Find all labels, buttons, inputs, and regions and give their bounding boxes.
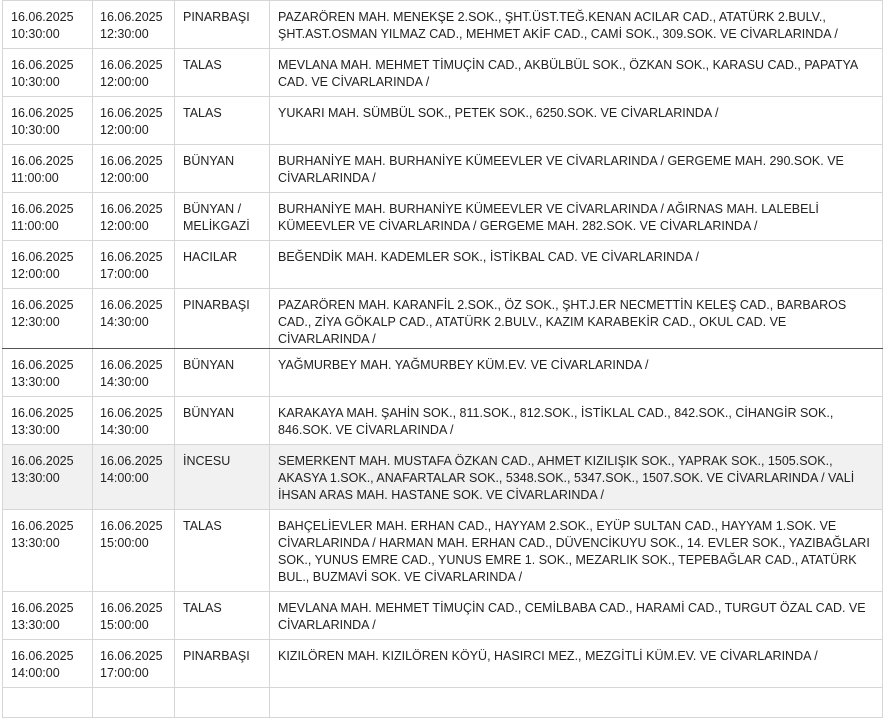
end-time: 14:30:00 — [100, 375, 149, 389]
affected-streets: SEMERKENT MAH. MUSTAFA ÖZKAN CAD., AHMET KIZILIŞIK SOK., YAPRAK SOK., 1505.SOK., AKASYA 1.SOK., ANAFARTALAR SOK., 5348.SOK., 5347.SOK., 1507.SOK. VE CİVARLARINDA / VALİ İHSAN ARAS MAH. HASTANE SOK. VE CİVARLARINDA / — [278, 454, 855, 502]
district-name: BÜNYAN — [183, 406, 235, 420]
end-datetime-cell — [93, 445, 175, 510]
end-datetime-cell — [93, 349, 175, 397]
affected-streets-cell — [270, 1, 883, 49]
start-date: 16.06.2025 — [11, 406, 74, 420]
end-time: 15:00:00 — [100, 618, 149, 632]
affected-streets-cell — [270, 145, 883, 193]
start-time: 13:30:00 — [11, 471, 60, 485]
affected-streets: KARAKAYA MAH. ŞAHİN SOK., 811.SOK., 812.SOK., İSTİKLAL CAD., 842.SOK., CİHANGİR SOK., 846.SOK. VE CİVARLARINDA / — [278, 406, 834, 437]
affected-streets-cell — [270, 445, 883, 510]
table-row — [3, 510, 883, 592]
end-date: 16.06.2025 — [100, 358, 163, 372]
affected-streets-cell — [270, 592, 883, 640]
start-date: 16.06.2025 — [11, 298, 74, 312]
district-name: TALAS — [183, 106, 222, 120]
table-row — [3, 289, 883, 349]
table-row — [3, 688, 883, 718]
end-datetime-cell — [93, 193, 175, 241]
district-name: PINARBAŞI — [183, 298, 250, 312]
start-datetime-cell — [3, 193, 93, 241]
start-time: 13:30:00 — [11, 536, 60, 550]
table-row — [3, 193, 883, 241]
end-datetime-cell — [93, 49, 175, 97]
start-time: 13:30:00 — [11, 618, 60, 632]
district-name: TALAS — [183, 58, 222, 72]
end-time: 17:00:00 — [100, 267, 149, 281]
district-cell — [175, 688, 270, 718]
table-row — [3, 397, 883, 445]
end-datetime-cell — [93, 97, 175, 145]
outage-table-body — [3, 1, 883, 718]
start-date: 16.06.2025 — [11, 250, 74, 264]
district-name: BÜNYAN — [183, 358, 235, 372]
affected-streets-cell — [270, 349, 883, 397]
start-date: 16.06.2025 — [11, 601, 74, 615]
start-datetime-cell — [3, 49, 93, 97]
start-time: 11:00:00 — [11, 171, 59, 185]
affected-streets-cell — [270, 510, 883, 592]
affected-streets: BEĞENDİK MAH. KADEMLER SOK., İSTİKBAL CAD. VE CİVARLARINDA / — [278, 250, 699, 264]
affected-streets-cell — [270, 640, 883, 688]
end-datetime-cell — [93, 640, 175, 688]
outage-table — [2, 0, 883, 718]
district-cell — [175, 1, 270, 49]
district-cell — [175, 510, 270, 592]
start-date: 16.06.2025 — [11, 10, 74, 24]
end-time: 14:30:00 — [100, 423, 149, 437]
start-time: 13:30:00 — [11, 375, 60, 389]
district-name: İNCESU — [183, 454, 231, 468]
end-date: 16.06.2025 — [100, 10, 163, 24]
district-name: TALAS — [183, 519, 222, 533]
end-date: 16.06.2025 — [100, 202, 163, 216]
affected-streets-cell — [270, 97, 883, 145]
start-datetime-cell — [3, 145, 93, 193]
district-name: PINARBAŞI — [183, 649, 250, 663]
start-time: 12:30:00 — [11, 315, 60, 329]
start-time: 10:30:00 — [11, 75, 60, 89]
table-row — [3, 145, 883, 193]
end-datetime-cell — [93, 1, 175, 49]
end-date: 16.06.2025 — [100, 519, 163, 533]
end-time: 12:00:00 — [100, 123, 149, 137]
start-datetime-cell — [3, 592, 93, 640]
end-datetime-cell — [93, 397, 175, 445]
end-datetime-cell — [93, 145, 175, 193]
start-time: 12:00:00 — [11, 267, 60, 281]
affected-streets: PAZARÖREN MAH. MENEKŞE 2.SOK., ŞHT.ÜST.TEĞ.KENAN ACILAR CAD., ATATÜRK 2.BULV., ŞHT.AST.OSMAN YILMAZ CAD., MEHMET AKİF CAD., CAMİ SOK., 309.SOK. VE CİVARLARINDA / — [278, 10, 838, 41]
affected-streets-cell — [270, 688, 883, 718]
start-datetime-cell — [3, 640, 93, 688]
end-time: 12:30:00 — [100, 27, 149, 41]
table-row — [3, 349, 883, 397]
end-time: 12:00:00 — [100, 219, 149, 233]
start-datetime-cell — [3, 397, 93, 445]
affected-streets: BURHANİYE MAH. BURHANİYE KÜMEEVLER VE CİVARLARINDA / GERGEME MAH. 290.SOK. VE CİVARLARINDA / — [278, 154, 844, 185]
district-cell — [175, 445, 270, 510]
district-cell — [175, 97, 270, 145]
start-date: 16.06.2025 — [11, 154, 74, 168]
table-row — [3, 445, 883, 510]
affected-streets-cell — [270, 397, 883, 445]
end-time: 14:00:00 — [100, 471, 149, 485]
start-date: 16.06.2025 — [11, 58, 74, 72]
affected-streets: BAHÇELİEVLER MAH. ERHAN CAD., HAYYAM 2.SOK., EYÜP SULTAN CAD., HAYYAM 1.SOK. VE CİVARLARINDA / HARMAN MAH. ERHAN CAD., DÜVENCİKUYU SOK., 14. EVLER SOK., YAZIBAĞLARI SOK., YUNUS EMRE CAD., YUNUS EMRE 1. SOK., MEZARLIK SOK., TEPEBAĞLAR CAD., ATATÜRK BUL., BUZMAVİ SOK. VE CİVARLARINDA / — [278, 519, 870, 584]
start-datetime-cell — [3, 445, 93, 510]
affected-streets: MEVLANA MAH. MEHMET TİMUÇİN CAD., CEMİLBABA CAD., HARAMİ CAD., TURGUT ÖZAL CAD. VE CİVARLARINDA / — [278, 601, 866, 632]
district-cell — [175, 349, 270, 397]
end-time: 14:30:00 — [100, 315, 149, 329]
end-date: 16.06.2025 — [100, 649, 163, 663]
end-datetime-cell — [93, 510, 175, 592]
start-date: 16.06.2025 — [11, 649, 74, 663]
end-time: 12:00:00 — [100, 75, 149, 89]
end-date: 16.06.2025 — [100, 454, 163, 468]
affected-streets: YAĞMURBEY MAH. YAĞMURBEY KÜM.EV. VE CİVARLARINDA / — [278, 358, 649, 372]
table-row — [3, 640, 883, 688]
table-row — [3, 241, 883, 289]
end-date: 16.06.2025 — [100, 601, 163, 615]
affected-streets-cell — [270, 289, 883, 349]
start-time: 11:00:00 — [11, 219, 59, 233]
affected-streets: BURHANİYE MAH. BURHANİYE KÜMEEVLER VE CİVARLARINDA / AĞIRNAS MAH. LALEBELİ KÜMEEVLER VE CİVARLARINDA / GERGEME MAH. 282.SOK. VE CİVARLARINDA / — [278, 202, 819, 233]
end-date: 16.06.2025 — [100, 298, 163, 312]
start-datetime-cell — [3, 1, 93, 49]
start-time: 10:30:00 — [11, 123, 60, 137]
affected-streets-cell — [270, 241, 883, 289]
end-time: 12:00:00 — [100, 171, 149, 185]
start-date: 16.06.2025 — [11, 454, 74, 468]
district-name: HACILAR — [183, 250, 238, 264]
end-date: 16.06.2025 — [100, 106, 163, 120]
table-row — [3, 97, 883, 145]
district-cell — [175, 592, 270, 640]
end-time: 17:00:00 — [100, 666, 149, 680]
affected-streets: YUKARI MAH. SÜMBÜL SOK., PETEK SOK., 6250.SOK. VE CİVARLARINDA / — [278, 106, 719, 120]
start-date: 16.06.2025 — [11, 519, 74, 533]
affected-streets: PAZARÖREN MAH. KARANFİL 2.SOK., ÖZ SOK., ŞHT.J.ER NECMETTİN KELEŞ CAD., BARBAROS CAD., ZİYA GÖKALP CAD., ATATÜRK 2.BULV., KAZIM KARABEKİR CAD., OKUL CAD. VE CİVARLARINDA / — [278, 298, 847, 346]
start-datetime-cell — [3, 289, 93, 349]
start-time: 13:30:00 — [11, 423, 60, 437]
start-datetime-cell — [3, 688, 93, 718]
start-date: 16.06.2025 — [11, 202, 74, 216]
district-name: TALAS — [183, 601, 222, 615]
district-name: BÜNYAN / MELİKGAZİ — [183, 202, 250, 233]
end-datetime-cell — [93, 592, 175, 640]
start-datetime-cell — [3, 349, 93, 397]
table-row — [3, 592, 883, 640]
district-name: PINARBAŞI — [183, 10, 250, 24]
start-datetime-cell — [3, 241, 93, 289]
district-cell — [175, 145, 270, 193]
end-time: 15:00:00 — [100, 536, 149, 550]
start-datetime-cell — [3, 97, 93, 145]
affected-streets-cell — [270, 193, 883, 241]
district-cell — [175, 241, 270, 289]
affected-streets-cell — [270, 49, 883, 97]
end-date: 16.06.2025 — [100, 58, 163, 72]
end-date: 16.06.2025 — [100, 154, 163, 168]
start-date: 16.06.2025 — [11, 358, 74, 372]
district-name: BÜNYAN — [183, 154, 235, 168]
district-cell — [175, 397, 270, 445]
district-cell — [175, 640, 270, 688]
district-cell — [175, 289, 270, 349]
end-datetime-cell — [93, 289, 175, 349]
affected-streets: KIZILÖREN MAH. KIZILÖREN KÖYÜ, HASIRCI MEZ., MEZGİTLİ KÜM.EV. VE CİVARLARINDA / — [278, 649, 818, 663]
table-row — [3, 1, 883, 49]
district-cell — [175, 49, 270, 97]
district-cell — [175, 193, 270, 241]
affected-streets: MEVLANA MAH. MEHMET TİMUÇİN CAD., AKBÜLBÜL SOK., ÖZKAN SOK., KARASU CAD., PAPATYA CAD. VE CİVARLARINDA / — [278, 58, 858, 89]
start-datetime-cell — [3, 510, 93, 592]
end-date: 16.06.2025 — [100, 406, 163, 420]
start-time: 10:30:00 — [11, 27, 60, 41]
table-row — [3, 49, 883, 97]
start-date: 16.06.2025 — [11, 106, 74, 120]
end-datetime-cell — [93, 688, 175, 718]
end-date: 16.06.2025 — [100, 250, 163, 264]
end-datetime-cell — [93, 241, 175, 289]
start-time: 14:00:00 — [11, 666, 60, 680]
